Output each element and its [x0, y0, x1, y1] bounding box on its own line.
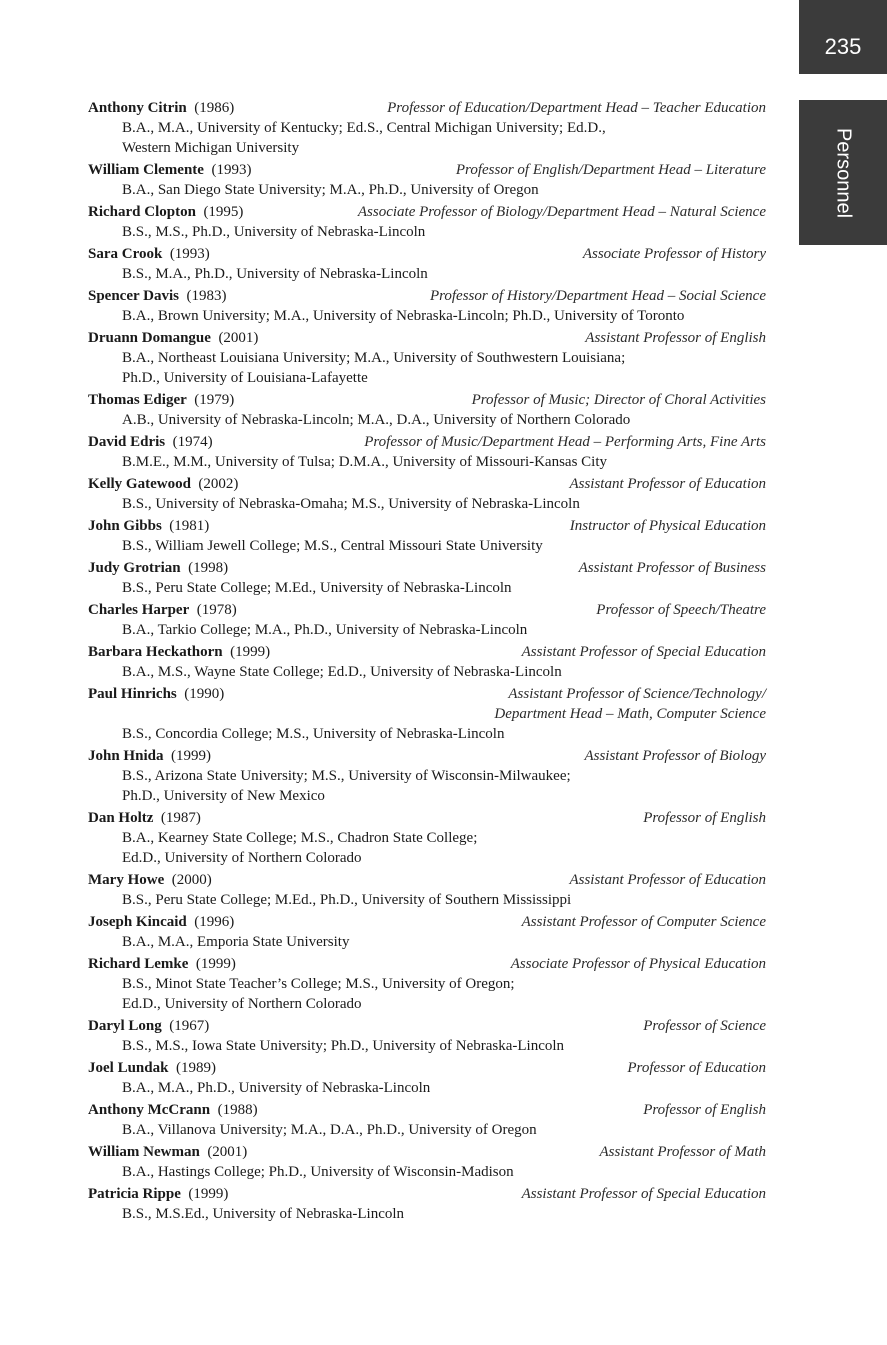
hire-year: (1998) [188, 560, 229, 576]
degree-line: B.S., M.S.Ed., University of Nebraska-Lincoln [122, 1206, 405, 1222]
degrees [88, 306, 766, 326]
entry-header [88, 558, 766, 578]
title-line: Associate Professor of History [582, 246, 766, 262]
degrees [88, 494, 766, 514]
entry-header [88, 328, 766, 348]
hire-year: (2001) [218, 330, 259, 346]
degrees [88, 974, 766, 1014]
title-line: Professor of Education/Department Head – Teacher Education [387, 100, 766, 116]
person-name: Druann Domangue [88, 330, 211, 346]
degrees [88, 1120, 766, 1140]
section-tab [799, 100, 887, 245]
name-year [88, 912, 234, 932]
degrees [88, 1078, 766, 1098]
degree-line: B.S., Peru State College; M.Ed., University of Nebraska-Lincoln [122, 580, 512, 596]
personnel-entry [88, 1184, 766, 1224]
personnel-list [88, 96, 766, 1224]
name-year [88, 684, 224, 704]
personnel-entry [88, 870, 766, 910]
position-title [472, 390, 766, 410]
title-line: Assistant Professor of Education [569, 476, 766, 492]
degree-line: B.A., Northeast Louisiana University; M.A., University of Southwestern Louisiana; [122, 350, 626, 366]
degree-line: B.M.E., M.M., University of Tulsa; D.M.A., University of Missouri-Kansas City [122, 454, 608, 470]
name-year [88, 746, 211, 766]
page-number: 235 [824, 34, 862, 59]
name-year [88, 432, 213, 452]
degree-line: B.A., M.A., Ph.D., University of Nebraska-Lincoln [122, 1080, 431, 1096]
degree-line: A.B., University of Nebraska-Lincoln; M.A., D.A., University of Northern Colorado [122, 412, 631, 428]
position-title [643, 1016, 766, 1036]
name-year [88, 870, 212, 890]
position-title [456, 160, 766, 180]
degree-line: B.S., M.A., Ph.D., University of Nebraska-Lincoln [122, 266, 428, 282]
person-name: David Edris [88, 434, 166, 450]
degrees [88, 452, 766, 472]
degree-line: B.S., University of Nebraska-Omaha; M.S., University of Nebraska-Lincoln [122, 496, 580, 512]
degrees [88, 536, 766, 556]
person-name: John Hnida [88, 748, 164, 764]
position-title [364, 432, 766, 452]
hire-year: (1978) [196, 602, 237, 618]
person-name: Kelly Gatewood [88, 476, 191, 492]
entry-header [88, 1016, 766, 1036]
hire-year: (1979) [194, 392, 235, 408]
personnel-entry [88, 474, 766, 514]
hire-year: (1999) [188, 1186, 229, 1202]
degree-line: B.S., M.S., Ph.D., University of Nebraska-Lincoln [122, 224, 426, 240]
name-year [88, 1058, 216, 1078]
entry-header [88, 1184, 766, 1204]
title-line: Assistant Professor of Special Education [521, 1186, 766, 1202]
degrees [88, 578, 766, 598]
hire-year: (1967) [169, 1018, 210, 1034]
degree-line: B.S., Peru State College; M.Ed., Ph.D., University of Southern Mississippi [122, 892, 572, 908]
degrees [88, 766, 766, 806]
hire-year: (1981) [169, 518, 210, 534]
person-name: Richard Clopton [88, 204, 196, 220]
degree-line: B.S., Minot State Teacher’s College; M.S., University of Oregon; [122, 976, 515, 992]
title-line: Department Head – Math, Computer Science [494, 706, 766, 722]
personnel-entry [88, 808, 766, 868]
hire-year: (1993) [169, 246, 210, 262]
degree-line: B.A., M.S., Wayne State College; Ed.D., University of Nebraska-Lincoln [122, 664, 562, 680]
title-line: Professor of Music/Department Head – Performing Arts, Fine Arts [364, 434, 766, 450]
degrees [88, 1204, 766, 1224]
title-line: Associate Professor of Biology/Department Head – Natural Science [357, 204, 766, 220]
name-year [88, 98, 234, 118]
title-line: Instructor of Physical Education [569, 518, 766, 534]
hire-year: (1996) [194, 914, 235, 930]
person-name: Sara Crook [88, 246, 163, 262]
name-year [88, 328, 258, 348]
title-line: Professor of Speech/Theatre [596, 602, 766, 618]
name-year [88, 474, 238, 494]
person-name: Daryl Long [88, 1018, 162, 1034]
entry-header [88, 390, 766, 410]
person-name: Joel Lundak [88, 1060, 169, 1076]
name-year [88, 516, 209, 536]
entry-header [88, 1058, 766, 1078]
name-year [88, 1142, 247, 1162]
degrees [88, 264, 766, 284]
person-name: Patricia Rippe [88, 1186, 181, 1202]
name-year [88, 244, 210, 264]
title-line: Assistant Professor of Biology [584, 748, 766, 764]
personnel-entry [88, 1058, 766, 1098]
entry-header [88, 600, 766, 620]
hire-year: (1988) [217, 1102, 258, 1118]
person-name: Richard Lemke [88, 956, 189, 972]
degree-line: B.A., Villanova University; M.A., D.A., Ph.D., University of Oregon [122, 1122, 537, 1138]
hire-year: (1990) [184, 686, 225, 702]
entry-header [88, 98, 766, 118]
personnel-entry [88, 746, 766, 806]
title-line: Assistant Professor of Education [569, 872, 766, 888]
hire-year: (1993) [211, 162, 252, 178]
degree-line: B.A., Brown University; M.A., University of Nebraska-Lincoln; Ph.D., University of Toronto [122, 308, 685, 324]
entry-header [88, 954, 766, 974]
entry-header [88, 474, 766, 494]
degree-line: Ph.D., University of Louisiana-Lafayette [122, 370, 368, 386]
degree-line: B.A., Hastings College; Ph.D., University of Wisconsin-Madison [122, 1164, 514, 1180]
person-name: William Clemente [88, 162, 204, 178]
hire-year: (1989) [175, 1060, 216, 1076]
person-name: Dan Holtz [88, 810, 154, 826]
hire-year: (1974) [172, 434, 213, 450]
name-year [88, 1184, 228, 1204]
personnel-entry [88, 244, 766, 284]
personnel-entry [88, 684, 766, 744]
personnel-entry [88, 160, 766, 200]
name-year [88, 1016, 209, 1036]
name-year [88, 160, 251, 180]
entry-header [88, 432, 766, 452]
position-title [596, 600, 766, 620]
degrees [88, 118, 766, 158]
person-name: Charles Harper [88, 602, 190, 618]
title-line: Professor of History/Department Head – Social Science [429, 288, 766, 304]
degree-line: B.S., Concordia College; M.S., University of Nebraska-Lincoln [122, 726, 505, 742]
entry-header [88, 244, 766, 264]
personnel-entry [88, 286, 766, 326]
degrees [88, 932, 766, 952]
title-line: Professor of English [643, 810, 766, 826]
person-name: Anthony McCrann [88, 1102, 211, 1118]
title-line: Professor of English/Department Head – Literature [455, 162, 766, 178]
person-name: Barbara Heckathorn [88, 644, 223, 660]
degree-line: B.S., Arizona State University; M.S., University of Wisconsin-Milwaukee; [122, 768, 571, 784]
personnel-entry [88, 912, 766, 952]
name-year [88, 1100, 258, 1120]
person-name: John Gibbs [88, 518, 162, 534]
entry-header [88, 642, 766, 662]
name-year [88, 390, 234, 410]
title-line: Professor of Education [627, 1060, 766, 1076]
person-name: William Newman [88, 1144, 200, 1160]
entry-header [88, 202, 766, 222]
person-name: Anthony Citrin [88, 100, 187, 116]
position-title [579, 558, 766, 578]
personnel-entry [88, 432, 766, 472]
entry-header [88, 516, 766, 536]
degree-line: B.A., Tarkio College; M.A., Ph.D., University of Nebraska-Lincoln [122, 622, 528, 638]
personnel-entry [88, 1142, 766, 1182]
position-title [494, 684, 766, 724]
title-line: Assistant Professor of Special Education [521, 644, 766, 660]
position-title [358, 202, 766, 222]
degree-line: B.S., M.S., Iowa State University; Ph.D., University of Nebraska-Lincoln [122, 1038, 565, 1054]
person-name: Thomas Ediger [88, 392, 187, 408]
position-title [511, 954, 766, 974]
degree-line: Ed.D., University of Northern Colorado [122, 850, 362, 866]
title-line: Professor of Science [643, 1018, 766, 1034]
title-line: Assistant Professor of Science/Technology/ [508, 686, 766, 702]
personnel-entry [88, 558, 766, 598]
name-year [88, 808, 201, 828]
entry-header [88, 286, 766, 306]
title-line: Assistant Professor of Business [578, 560, 766, 576]
personnel-entry [88, 390, 766, 430]
name-year [88, 202, 243, 222]
degree-line: Ed.D., University of Northern Colorado [122, 996, 362, 1012]
degrees [88, 410, 766, 430]
position-title [599, 1142, 766, 1162]
person-name: Paul Hinrichs [88, 686, 177, 702]
name-year [88, 642, 270, 662]
entry-header [88, 684, 766, 724]
personnel-entry [88, 98, 766, 158]
degree-line: Western Michigan University [122, 140, 300, 156]
personnel-entry [88, 1016, 766, 1056]
degrees [88, 180, 766, 200]
entry-header [88, 1100, 766, 1120]
degrees [88, 828, 766, 868]
hire-year: (2001) [207, 1144, 248, 1160]
entry-header [88, 1142, 766, 1162]
position-title [522, 642, 766, 662]
hire-year: (1983) [186, 288, 227, 304]
position-title [569, 870, 766, 890]
hire-year: (1987) [160, 810, 201, 826]
position-title [643, 808, 766, 828]
personnel-entry [88, 954, 766, 1014]
degrees [88, 662, 766, 682]
position-title [643, 1100, 766, 1120]
degree-line: B.A., M.A., University of Kentucky; Ed.S., Central Michigan University; Ed.D., [122, 120, 606, 136]
position-title [522, 1184, 766, 1204]
degree-line: B.S., William Jewell College; M.S., Central Missouri State University [122, 538, 543, 554]
page-number-tab [799, 0, 887, 74]
personnel-entry [88, 516, 766, 556]
position-title [569, 474, 766, 494]
personnel-entry [88, 642, 766, 682]
position-title [430, 286, 766, 306]
position-title [585, 328, 766, 348]
position-title [570, 516, 766, 536]
personnel-entry [88, 328, 766, 388]
personnel-entry [88, 600, 766, 640]
person-name: Mary Howe [88, 872, 165, 888]
person-name: Judy Grotrian [88, 560, 181, 576]
hire-year: (1999) [195, 956, 236, 972]
position-title [387, 98, 766, 118]
entry-header [88, 870, 766, 890]
section-label: Personnel [832, 127, 855, 218]
name-year [88, 954, 236, 974]
position-title [627, 1058, 766, 1078]
degrees [88, 1036, 766, 1056]
title-line: Professor of Music; Director of Choral Activities [471, 392, 766, 408]
degree-line: B.A., Kearney State College; M.S., Chadron State College; [122, 830, 478, 846]
degrees [88, 724, 766, 744]
hire-year: (2000) [171, 872, 212, 888]
degrees [88, 890, 766, 910]
hire-year: (2002) [198, 476, 239, 492]
personnel-entry [88, 202, 766, 242]
hire-year: (1995) [203, 204, 244, 220]
person-name: Joseph Kincaid [88, 914, 187, 930]
degree-line: B.A., M.A., Emporia State University [122, 934, 350, 950]
position-title [584, 746, 766, 766]
name-year [88, 558, 228, 578]
position-title [522, 912, 766, 932]
degrees [88, 348, 766, 388]
entry-header [88, 808, 766, 828]
degree-line: B.A., San Diego State University; M.A., Ph.D., University of Oregon [122, 182, 539, 198]
hire-year: (1986) [194, 100, 235, 116]
title-line: Assistant Professor of English [585, 330, 766, 346]
entry-header [88, 160, 766, 180]
name-year [88, 600, 237, 620]
degree-line: Ph.D., University of New Mexico [122, 788, 325, 804]
hire-year: (1999) [170, 748, 211, 764]
person-name: Spencer Davis [88, 288, 179, 304]
position-title [583, 244, 766, 264]
title-line: Assistant Professor of Computer Science [521, 914, 766, 930]
name-year [88, 286, 226, 306]
title-line: Professor of English [643, 1102, 766, 1118]
degrees [88, 222, 766, 242]
personnel-entry [88, 1100, 766, 1140]
title-line: Assistant Professor of Math [599, 1144, 766, 1160]
entry-header [88, 746, 766, 766]
degrees [88, 620, 766, 640]
hire-year: (1999) [230, 644, 271, 660]
degrees [88, 1162, 766, 1182]
title-line: Associate Professor of Physical Education [510, 956, 766, 972]
entry-header [88, 912, 766, 932]
